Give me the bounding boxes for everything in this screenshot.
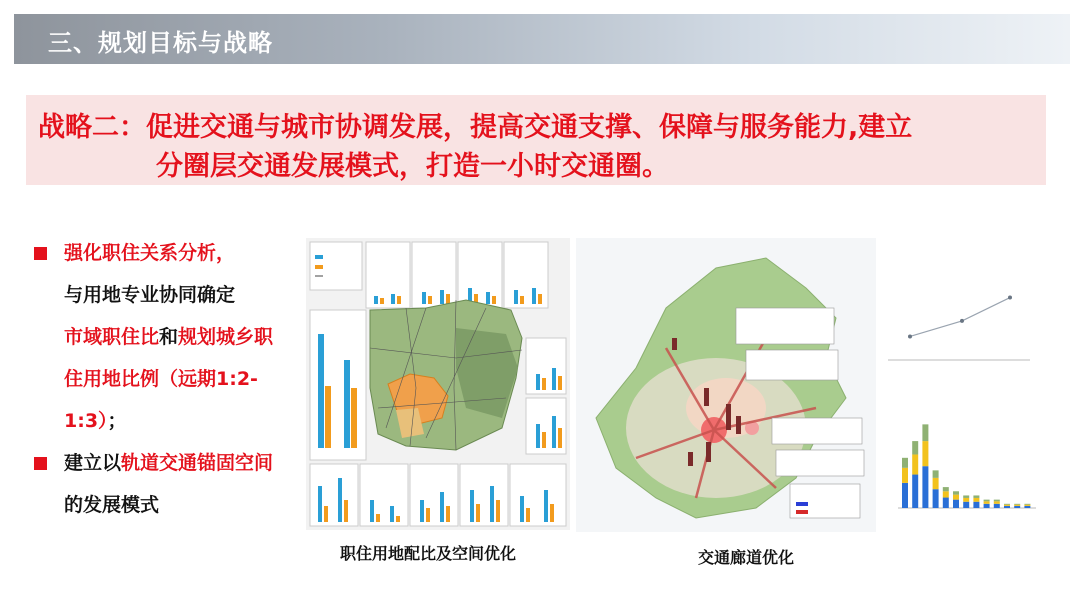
- chart-bar: [973, 502, 979, 508]
- bullet-text: 和: [159, 326, 179, 348]
- chart-bar: [933, 478, 939, 489]
- chart-bar: [943, 491, 949, 497]
- corridor-map-figure: [576, 238, 876, 532]
- chart-bar: [943, 487, 949, 491]
- chart-bar: [984, 501, 990, 504]
- bullet-text: 建立以: [64, 452, 122, 474]
- chart-bar: [325, 386, 331, 448]
- chart-bar: [994, 500, 1000, 502]
- chart-bar: [558, 428, 562, 448]
- chart-bar: [994, 501, 1000, 504]
- chart-bar: [943, 498, 949, 508]
- chart-bar: [1014, 504, 1020, 505]
- chart-bar: [963, 495, 969, 498]
- section-header: [14, 14, 1070, 64]
- chart-bar: [1024, 504, 1030, 505]
- bullet-text: 规划城乡职住用地比例（远期1:2-1:3）: [64, 326, 274, 432]
- bullet-text: 强化职住关系分析，: [64, 242, 236, 264]
- left-figure-caption: 职住用地配比及空间优化: [340, 544, 517, 563]
- chart-bar: [963, 502, 969, 508]
- chart-bar: [922, 441, 928, 466]
- city-map: [370, 300, 522, 450]
- chart-bar: [984, 500, 990, 502]
- data-point: [908, 334, 912, 338]
- bullet-text: 市域职住比: [64, 326, 160, 348]
- chart-bar: [1024, 506, 1030, 508]
- chart-bar: [1014, 506, 1020, 508]
- chart-bar: [542, 378, 546, 390]
- chart-bar: [344, 360, 350, 448]
- data-point: [960, 319, 964, 323]
- chart-bar: [1004, 505, 1010, 506]
- chart-bar: [902, 483, 908, 508]
- chart-bar: [994, 504, 1000, 508]
- chart-bar: [552, 416, 556, 448]
- chart-bar: [984, 504, 990, 508]
- right-figure-caption: 交通廊道优化: [698, 548, 795, 567]
- jobs-housing-map-figure: [306, 238, 570, 530]
- chart-bar: [953, 491, 959, 494]
- bullet-text: 与用地专业协同确定: [64, 284, 236, 306]
- chart-bar: [973, 495, 979, 498]
- chart-bar: [953, 495, 959, 500]
- bullet-text: 轨道交通锚固空间: [121, 452, 274, 474]
- chart-bar: [912, 441, 918, 454]
- chart-bar: [912, 475, 918, 508]
- map-legend: [310, 242, 362, 290]
- chart-bar: [536, 374, 540, 390]
- chart-bar: [973, 498, 979, 502]
- chart-bar: [351, 388, 357, 448]
- section-title: 三、规划目标与战略: [48, 29, 273, 57]
- ratio-line-chart: [880, 262, 1036, 380]
- strategy-line-2: 分圈层交通发展模式，打造一小时交通圈。: [156, 151, 669, 182]
- chart-bar: [902, 468, 908, 483]
- chart-bar: [1014, 505, 1020, 506]
- data-point: [1008, 296, 1012, 300]
- bullet-text: 的发展模式: [64, 494, 160, 516]
- chart-bar: [902, 458, 908, 468]
- chart-bar: [1024, 505, 1030, 506]
- strategy-line-1: 战略二：促进交通与城市协调发展，提高交通支撑、保障与服务能力,建立: [38, 112, 913, 143]
- stacked-bar-chart: [882, 396, 1042, 520]
- chart-bar: [1004, 504, 1010, 505]
- chart-bar: [963, 498, 969, 502]
- chart-bar: [933, 489, 939, 508]
- chart-bar: [318, 334, 324, 448]
- bullet-text: ；: [107, 410, 127, 432]
- bullet-square-icon: [34, 457, 47, 470]
- chart-bar: [922, 424, 928, 441]
- chart-bar: [552, 368, 556, 390]
- chart-bar: [933, 470, 939, 478]
- chart-bar: [542, 432, 546, 448]
- chart-bar: [953, 500, 959, 508]
- bullet-square-icon: [34, 247, 47, 260]
- chart-bar: [922, 466, 928, 508]
- bullet-item-1: [34, 232, 284, 442]
- strategy-banner: [26, 95, 1046, 185]
- chart-bar: [536, 424, 540, 448]
- bullet-list: [34, 232, 284, 526]
- chart-bar: [1004, 506, 1010, 508]
- chart-bar: [558, 376, 562, 390]
- chart-bar: [912, 454, 918, 474]
- bullet-item-2: [34, 442, 284, 526]
